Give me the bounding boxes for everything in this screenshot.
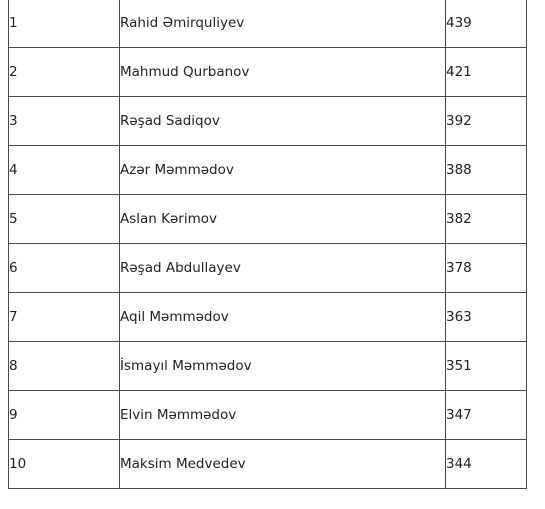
table-row xyxy=(9,440,527,489)
rank-cell: 4 xyxy=(9,146,120,195)
rank-cell: 6 xyxy=(9,244,120,293)
name-cell: Rəşad Abdullayev xyxy=(120,244,446,293)
score-cell: 388 xyxy=(446,146,527,195)
rank-cell: 9 xyxy=(9,391,120,440)
score-cell: 392 xyxy=(446,97,527,146)
rank-cell: 5 xyxy=(9,195,120,244)
ranking-table xyxy=(8,0,527,489)
table-row xyxy=(9,293,527,342)
ranking-table-body xyxy=(9,0,527,489)
rank-cell: 1 xyxy=(9,0,120,48)
name-cell: Aqil Məmmədov xyxy=(120,293,446,342)
name-cell: Rəşad Sadiqov xyxy=(120,97,446,146)
name-cell: Elvin Məmmədov xyxy=(120,391,446,440)
score-cell: 347 xyxy=(446,391,527,440)
table-row xyxy=(9,391,527,440)
name-cell: İsmayıl Məmmədov xyxy=(120,342,446,391)
name-cell: Rahid Əmirquliyev xyxy=(120,0,446,48)
rank-cell: 10 xyxy=(9,440,120,489)
rank-cell: 2 xyxy=(9,48,120,97)
rank-cell: 3 xyxy=(9,97,120,146)
name-cell: Maksim Medvedev xyxy=(120,440,446,489)
rank-cell: 8 xyxy=(9,342,120,391)
score-cell: 382 xyxy=(446,195,527,244)
table-row xyxy=(9,195,527,244)
table-row xyxy=(9,0,527,48)
rank-cell: 7 xyxy=(9,293,120,342)
score-cell: 378 xyxy=(446,244,527,293)
table-row xyxy=(9,146,527,195)
table-row xyxy=(9,244,527,293)
name-cell: Aslan Kərimov xyxy=(120,195,446,244)
score-cell: 363 xyxy=(446,293,527,342)
name-cell: Azər Məmmədov xyxy=(120,146,446,195)
table-row xyxy=(9,48,527,97)
table-row xyxy=(9,342,527,391)
name-cell: Mahmud Qurbanov xyxy=(120,48,446,97)
score-cell: 351 xyxy=(446,342,527,391)
score-cell: 439 xyxy=(446,0,527,48)
table-row xyxy=(9,97,527,146)
score-cell: 344 xyxy=(446,440,527,489)
score-cell: 421 xyxy=(446,48,527,97)
